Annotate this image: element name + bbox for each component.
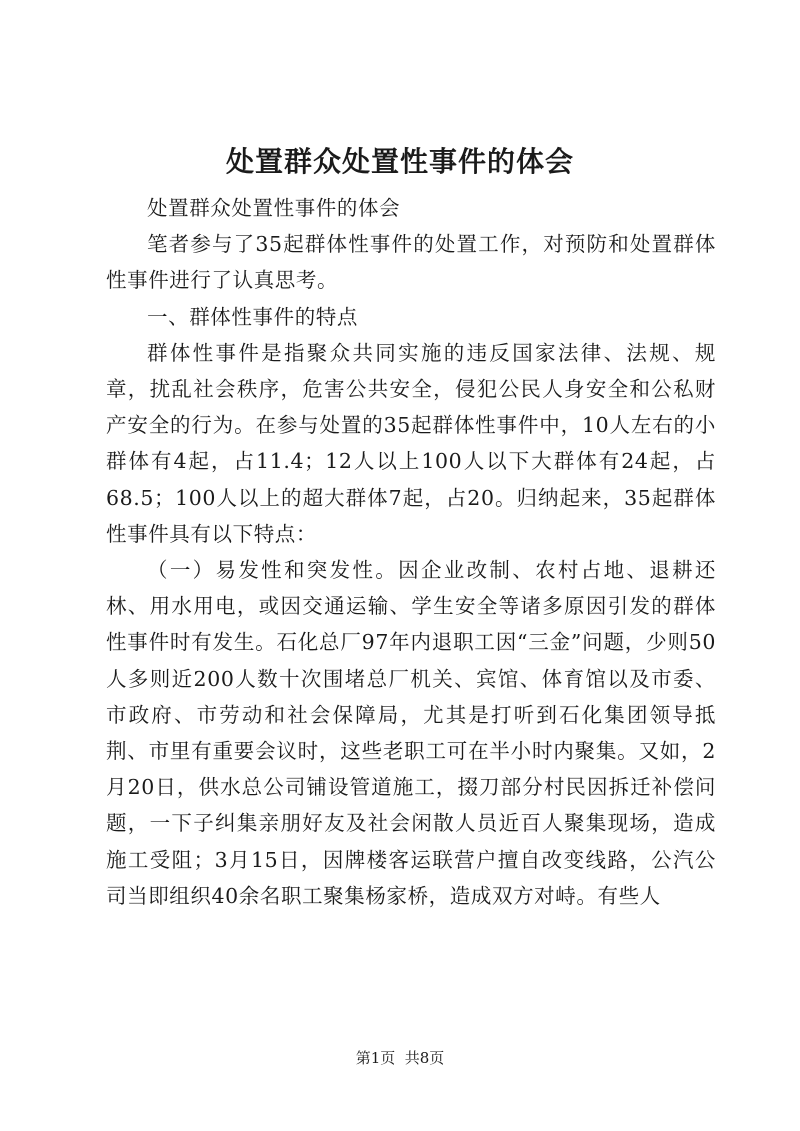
paragraph-subtitle: 处置群众处置性事件的体会 bbox=[147, 196, 401, 220]
paragraph-point-one: （一）易发性和突发性。因企业改制、农村占地、退耕还林、用水用电，或因交通运输、学生安全等诸多原因引发的群体性事件时有发生。石化总厂97年内退职工因“三金”问题，少则50人多则近200人数十次围堵总厂机关、宾馆、体育馆以及市委、市政府、市劳动和社会保障局，尤其是打听到石化集团领导抵荆、市里有重要会议时，这些老职工可在半小时内聚集。又如，2月20日，供水总公司铺设管道施工，掇刀部分村民因拆迁补偿问题，一下子纠集亲朋好友及社会闲散人员近百人聚集现场，造成施工受阻；3月15日，因牌楼客运联营户擅自改变线路，公汽公司当即组织40余名职工聚集杨家桥，造成双方对峙。有些人 bbox=[106, 558, 716, 908]
section-heading: 一、群体性事件的特点 bbox=[147, 304, 358, 329]
paragraph-intro: 笔者参与了35起群体性事件的处置工作，对预防和处置群体性事件进行了认真思考。 bbox=[106, 232, 716, 293]
paragraph-definition: 群体性事件是指聚众共同实施的违反国家法律、法规、规章，扰乱社会秩序，危害公共安全，侵犯公民人身安全和公私财产安全的行为。在参与处置的35起群体性事件中，10人左右的小群体有4起，占11.4；12人以上100人以下大群体有24起，占68.5；100人以上的超大群体7起，占20。归纳起来，35起群体性事件具有以下特点： bbox=[106, 340, 716, 546]
page-footer: 第1页 共8页 bbox=[355, 1049, 445, 1067]
page-title: 处置群众处置性事件的体会 bbox=[225, 145, 574, 178]
document-body bbox=[106, 190, 716, 914]
